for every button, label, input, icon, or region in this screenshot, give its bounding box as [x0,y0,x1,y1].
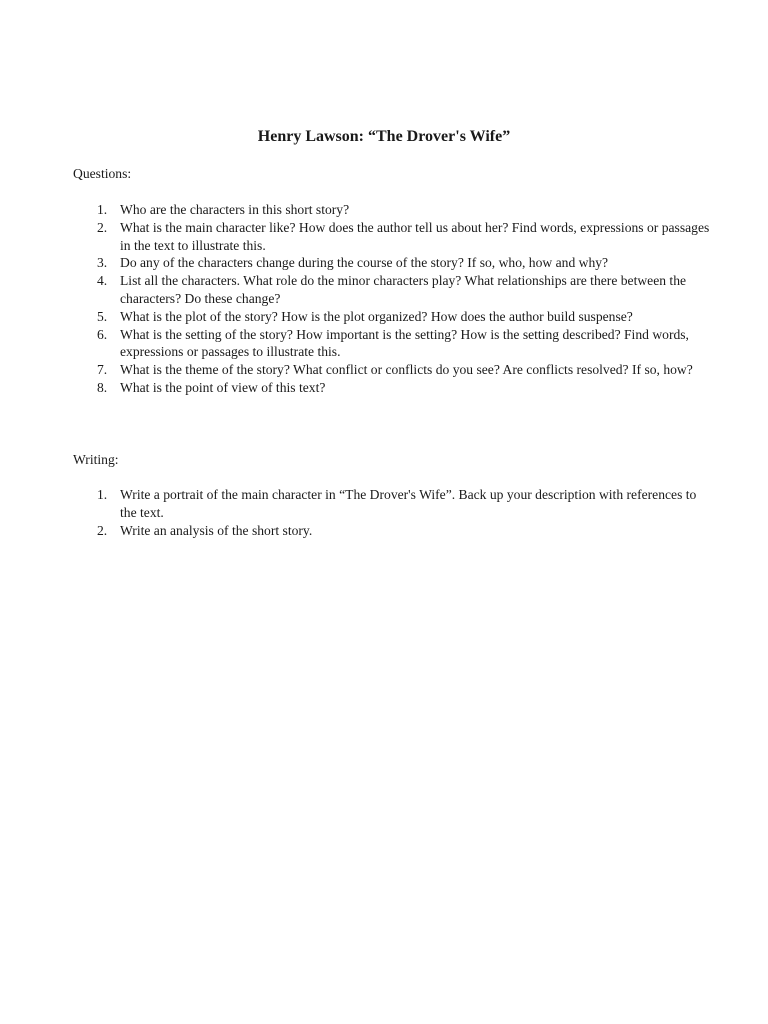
list-item [73,254,713,272]
item-number: 8. [97,379,108,395]
item-text: What is the setting of the story? How important is the setting? How is the setting described? Find words, expressions or passages to illustrate this. [120,326,689,360]
questions-list [73,201,713,397]
item-number: 7. [97,362,108,378]
item-number: 5. [97,308,108,324]
item-text: List all the characters. What role do the minor characters play? What relationships are there between the characters? Do these change? [120,273,687,306]
item-text: Do any of the characters change during the course of the story? If so, who, how and why? [120,255,609,271]
item-text: Write an analysis of the short story. [120,522,313,538]
list-item [73,219,713,255]
item-text: What is the point of view of this text? [120,379,326,395]
list-item [73,272,713,308]
item-number: 3. [97,255,108,271]
item-number: 1. [97,487,108,502]
item-text: What is the theme of the story? What conflict or conflicts do you see? Are conflicts resolved? If so, how? [120,362,693,378]
item-number: 1. [97,202,108,217]
list-item [73,379,713,397]
list-item [73,361,713,379]
questions-heading: Questions: [73,166,132,181]
item-number: 2. [97,219,108,235]
list-item [73,522,713,540]
list-item [73,326,713,362]
list-item [73,486,713,522]
list-item [73,308,713,326]
item-number: 4. [97,273,108,289]
item-number: 2. [97,522,108,538]
item-text: Write a portrait of the main character in “The Drover's Wife”. Back up your description with references to the text. [120,487,697,520]
page-title: Henry Lawson: “The Drover's Wife” [257,128,511,145]
item-number: 6. [97,326,108,342]
item-text: What is the plot of the story? How is the plot organized? How does the author build suspense? [120,308,633,324]
item-text: What is the main character like? How does the author tell us about her? Find words, expressions or passages in the text to illustrate this. [120,219,710,253]
writing-list [73,486,713,539]
writing-heading: Writing: [73,452,119,467]
list-item [73,201,713,219]
item-text: Who are the characters in this short story? [120,202,350,217]
